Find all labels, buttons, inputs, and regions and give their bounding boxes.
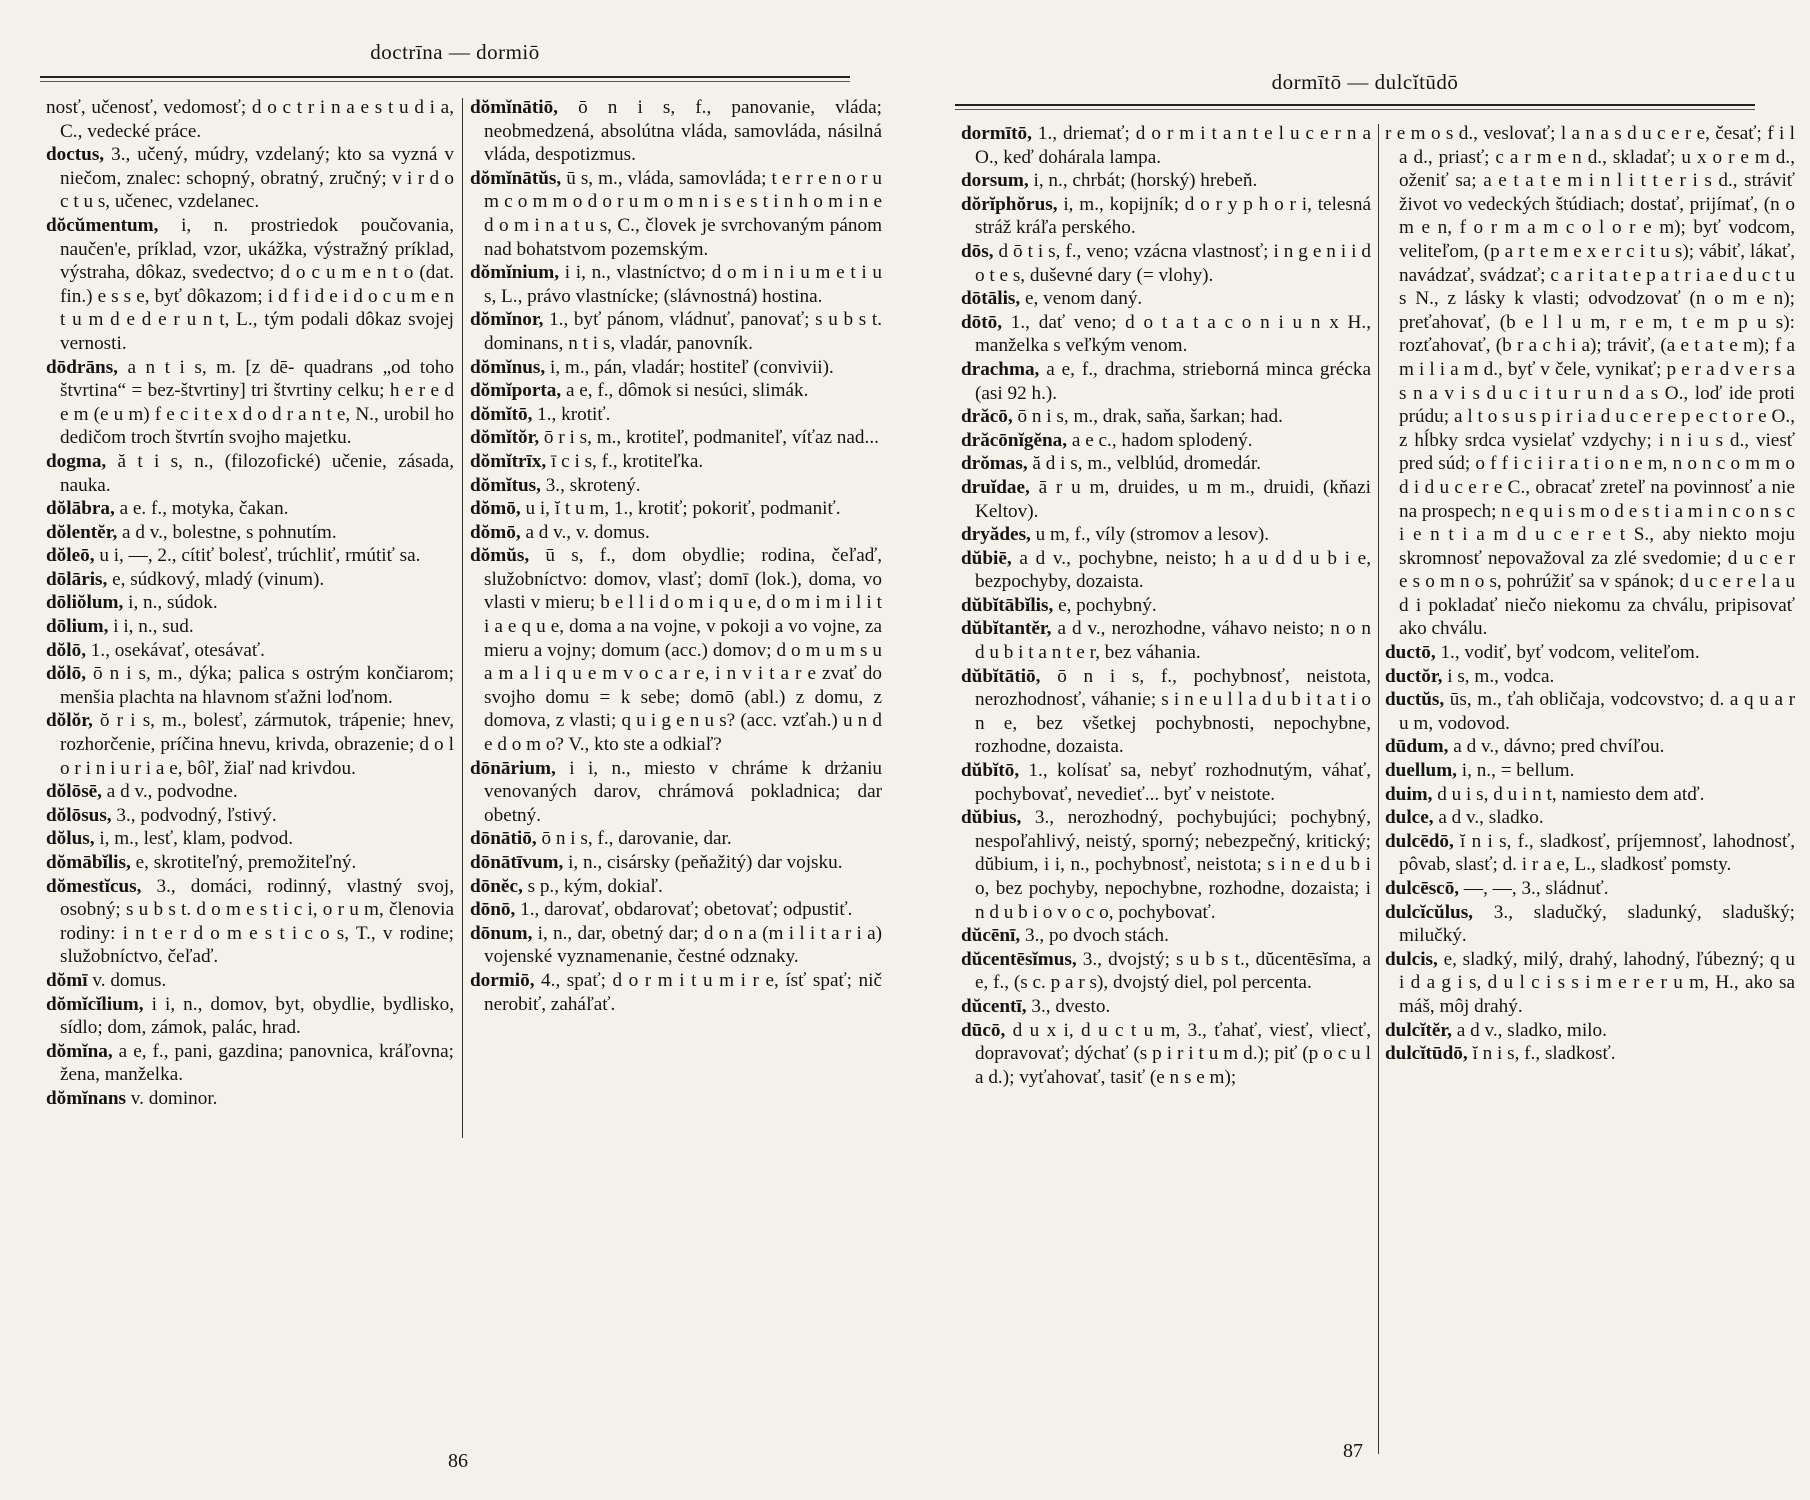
entry-headword: dorsum, (961, 170, 1029, 192)
page-number: 86 (448, 1450, 468, 1472)
dictionary-entry (1385, 901, 1795, 948)
header-rule (40, 76, 850, 82)
entry-headword: dōliŏlum, (46, 592, 124, 614)
entry-definition: r e m o s d., veslovať; l a n a s d u c e r e, česať; f i l a d., priasť; c a r m e n d., skladať; u x o r e m d., oženiť sa; a e t a t e m i n l i t t e r i s d., stráviť život vo vedeckých štúdiach; dostať, prijímať, (n o m e n, f o r m a m c o l o r e m); byť vodcom, veliteľom, (p a r t e m e x e r c i t u s); vábiť, lákať, navádzať, svádzať; c a r i t a t e p a t r i a e d u c t u s N., z lásky k vlasti; odvodzovať (n o m e n); preťahovať, (b e l l u m, r e m, t e m p u s): rozťahovať, (b r a c h i a); tráviť, (a e t a t e m); f a m i l i a m d., byť v čele, vynikať; p e r a d v e r s a s n a v i s d u c i t u r u n d a s O., loď ide proti prúdu; a l t o s u s p i r i a d u c e r e p e c t o r e O., z hĺbky srdca vysielať vzdychy; i n i u s d., viesť pred súd; o f f i c i i r a t i o n e m, n o n c o m m o d i d u c e r e C., obracať zreteľ na povinnosť a nie na prospech; n e q u i s m o d e s t i a m i n c o n s c i e n t i a m d u c e r e t S., aby niekto moju skromnosť nepovažoval za zlé svedomie; d u c e r e s o m n o s, pohrúžiť sa v spánok; d u c e r e l a u d i pokladať niečo niekomu za chválu, pripisovať ako chválu. (1385, 123, 1795, 640)
entry-definition: 3., dvesto. (1026, 995, 1111, 1017)
entry-definition: ō n i s, f., pochybnosť, neistota, nerozhodnosť, váhanie; s i n e u l l a d u b i t a t i o n e, bez všetkej pochybnosti, nepochybne, rozhodne, dozaista. (975, 665, 1371, 758)
entry-definition: u m, f., víly (stromov a lesov). (1030, 524, 1270, 546)
dictionary-entry (470, 922, 882, 969)
header-rule (955, 104, 1755, 110)
dictionary-entry (46, 96, 454, 143)
dictionary-entry (961, 617, 1371, 664)
dictionary-entry (961, 523, 1371, 547)
dictionary-entry (46, 780, 454, 804)
page-number: 87 (1343, 1440, 1363, 1462)
dictionary-entry (961, 995, 1371, 1019)
entry-definition: s p., kým, dokiaľ. (522, 875, 663, 897)
dictionary-entry (1385, 759, 1795, 783)
entry-headword: dŏlābra, (46, 498, 115, 520)
dictionary-entry (470, 167, 882, 261)
entry-headword: doctus, (46, 144, 105, 166)
entry-headword: dŏlentĕr, (46, 521, 118, 543)
entry-headword: dōnārium, (470, 757, 556, 779)
running-head: dormītō — dulcĭtūdō (1271, 70, 1459, 94)
dictionary-entry (470, 521, 882, 545)
dictionary-entry (1385, 806, 1795, 830)
dictionary-entry (961, 1019, 1371, 1090)
dictionary-entry (961, 594, 1371, 618)
entry-headword: dōnō, (470, 899, 516, 921)
entry-headword: dŏlōsē, (46, 781, 102, 803)
running-head: doctrīna — dormiō (370, 40, 540, 64)
entry-headword: dōnum, (470, 922, 533, 944)
entry-headword: dŏmī (46, 969, 88, 991)
entry-headword: dŏmĭnātŭs, (470, 167, 562, 189)
entry-definition: a e, f., drachma, strieborná minca grécka (asi 92 h.). (975, 358, 1371, 404)
entry-definition: e, pochybný. (1053, 594, 1157, 616)
entry-definition: ă d i s, m., velblúd, dromedár. (1027, 453, 1262, 475)
entry-definition: 1., kolísať sa, nebyť rozhodnutým, váhať, pochybovať, nevedieť... byť v neistote. (975, 760, 1371, 805)
entry-headword: dŏlō, (46, 639, 86, 661)
entry-definition: i i, n., domov, byt, obydlie, bydlisko, sídlo; dom, zámok, palác, hrad. (60, 993, 454, 1039)
entry-definition: a n t i s, m. [z dē- quadrans „od toho štvrtina“ = bez-štvrtiny] tri štvrtiny celku; h e r e d e m (e u m) f e c i t e x d o d r a n t e, N., urobil ho dedičom troch štvrtín svojho majetku. (60, 356, 454, 449)
dictionary-entry (46, 450, 454, 497)
entry-definition: 1., vodiť, byť vodcom, veliteľom. (1435, 642, 1700, 664)
dictionary-entry (470, 308, 882, 355)
entry-definition: 3., domáci, rodinný, vlastný svoj, osobný; s u b s t. d o m e s t i c i, o r u m, členovia rodiny: i n t e r d o m e s t i c o s, T., v rodine; služobníctvo, čeľaď. (60, 875, 454, 968)
entry-definition: i, m., pán, vladár; hostiteľ (convivii). (545, 356, 834, 378)
dictionary-entry (470, 403, 882, 427)
entry-definition: ĭ n i s, f., sladkosť. (1467, 1043, 1616, 1065)
entry-definition: i i, n., sud. (108, 616, 194, 638)
entry-headword: dŭbius, (961, 807, 1022, 829)
entry-headword: dōlāris, (46, 568, 108, 590)
dictionary-entry (1385, 830, 1795, 877)
entry-definition: d u i s, d u i n t, namiesto dem atď. (1432, 783, 1705, 805)
entry-definition: i, n., chrbát; (horský) hrebeň. (1028, 170, 1258, 192)
entry-definition: u i, ĭ t u m, 1., krotiť; pokoriť, podmaniť. (520, 498, 841, 520)
column-divider (1378, 124, 1379, 1454)
dictionary-entry (961, 429, 1371, 453)
entry-definition: 1., byť pánom, vládnuť, panovať; s u b s t. dominans, n t i s, vladár, panovník. (484, 309, 882, 354)
entry-definition: nosť, učenosť, vedomosť; d o c t r i n a e s t u d i a, C., vedecké práce. (46, 97, 454, 142)
entry-definition: a d v., pochybne, neisto; h a u d d u b i e, bezpochyby, dozaista. (975, 547, 1371, 593)
entry-headword: dŭbĭtātiō, (961, 665, 1041, 687)
dictionary-entry (961, 240, 1371, 287)
right-column-2 (1385, 122, 1795, 1066)
dictionary-entry (46, 1087, 454, 1111)
dictionary-entry (1385, 1019, 1795, 1043)
entry-definition: i, n., dar, obetný dar; d o n a (m i l i t a r i a) vojenské vyznamenanie, čestné odznaky. (484, 922, 882, 968)
entry-headword: dormiō, (470, 969, 535, 991)
dictionary-entry (1385, 688, 1795, 735)
dictionary-entry (46, 969, 454, 993)
entry-definition: a e, f., dômok si nesúci, slimák. (561, 380, 809, 402)
entry-headword: duellum, (1385, 760, 1457, 782)
dictionary-entry (1385, 783, 1795, 807)
dictionary-entry (46, 521, 454, 545)
entry-headword: dŏmō, (470, 498, 521, 520)
entry-headword: dŏmĭnātiō, (470, 97, 558, 118)
entry-headword: dŏmĭcĭlium, (46, 993, 144, 1015)
entry-headword: dōtō, (961, 311, 1003, 333)
dictionary-entry (46, 497, 454, 521)
dictionary-entry (46, 875, 454, 969)
dictionary-entry (470, 851, 882, 875)
entry-headword: dŏmĭporta, (470, 380, 562, 402)
entry-definition: i, m., lesť, klam, podvod. (94, 828, 293, 850)
entry-definition: a d v., bolestne, s pohnutím. (117, 521, 337, 543)
entry-definition: ō n i s, f., darovanie, dar. (536, 828, 732, 850)
dictionary-entry (961, 759, 1371, 806)
dictionary-entry (961, 476, 1371, 523)
entry-definition: i, m., kopijník; d o r y p h o r i, telesná stráž kráľa perského. (975, 193, 1371, 239)
entry-headword: dŏmĭtŏr, (470, 427, 540, 449)
entry-headword: dŏmĭtus, (470, 474, 541, 496)
dictionary-entry (1385, 735, 1795, 759)
entry-headword: dŭbĭtō, (961, 760, 1020, 782)
dictionary-entry (46, 615, 454, 639)
entry-definition: ō n i s, f., panovanie, vláda; neobmedzená, absolútna vláda, samovláda, násilná vláda, despotizmus. (484, 97, 882, 166)
entry-headword: dulcĭtĕr, (1385, 1019, 1452, 1041)
dictionary-entry (46, 591, 454, 615)
dictionary-entry (470, 450, 882, 474)
entry-definition: a e c., hadom splodený. (1067, 429, 1253, 451)
entry-headword: drŏmas, (961, 453, 1028, 475)
entry-definition: a d v., sladko, milo. (1451, 1019, 1607, 1041)
left-column-2 (470, 96, 882, 1016)
dictionary-entry (1385, 1042, 1795, 1066)
entry-headword: dŏcŭmentum, (46, 214, 159, 236)
entry-definition: e, sladký, milý, drahý, lahodný, ľúbezný; q u i d a g i s, d u l c i s s i m e r e r u m, H., ako sa máš, môj drahý. (1399, 948, 1795, 1017)
dictionary-entry (470, 96, 882, 167)
entry-definition: i i, n., miesto v chráme k drżaniu venovaných darov, chrámová pokladnica; dar obetný. (484, 757, 882, 826)
dictionary-entry (1385, 641, 1795, 665)
dictionary-entry (46, 993, 454, 1040)
entry-headword: dŏmĭtō, (470, 403, 533, 425)
entry-headword: dŏlŏr, (46, 710, 93, 732)
entry-definition: —, —, 3., sládnuť. (1459, 878, 1609, 899)
entry-definition: 3., skrotený. (540, 474, 641, 496)
dictionary-entry (470, 426, 882, 450)
entry-headword: druĭdae, (961, 476, 1030, 498)
entry-headword: dŏmō, (470, 521, 521, 543)
entry-definition: ūs, m., ťah obličaja, vodcovstvo; d. a q u a r u m, vodovod. (1399, 689, 1795, 734)
dictionary-entry (470, 356, 882, 380)
entry-headword: dŏmŭs, (470, 545, 530, 567)
entry-definition: 1., dať veno; d o t a t a c o n i u n x H., manželka s veľkým venom. (975, 311, 1371, 357)
entry-definition: ī c i s, f., krotiteľka. (546, 450, 704, 472)
entry-definition: ā r u m, druides, u m m., druidi, (kňazi Keltov). (975, 476, 1371, 522)
dictionary-entry (961, 547, 1371, 594)
entry-definition: 1., osekávať, otesávať. (86, 639, 265, 661)
entry-definition: d u x i, d u c t u m, 3., ťahať, viesť, vliecť, dopravovať; dýchať (s p i r i t u m d.); piť (p o c u l a d.); vyťahovať, tasiť (e n s e m); (975, 1019, 1371, 1088)
entry-headword: ductŭs, (1385, 689, 1445, 711)
entry-headword: dŏleō, (46, 545, 95, 567)
dictionary-entry (1385, 122, 1795, 641)
dictionary-entry (470, 379, 882, 403)
entry-headword: ductō, (1385, 642, 1436, 664)
entry-definition: ū s, m., vláda, samovláda; t e r r e n o r u m c o m m o d o r u m o m n i s e s t i n h o m i n e d o m i n a t u s, C., človek je svrchovaným pánom nad bohatstvom pozemským. (484, 167, 882, 260)
entry-headword: dryădes, (961, 524, 1031, 546)
dictionary-entry (961, 806, 1371, 924)
dictionary-entry (46, 356, 454, 450)
entry-definition: ĭ n i s, f., sladkosť, príjemnosť, lahodnosť, pôvab, slasť; d. i r a e, L., sladkosť pomsty. (1399, 830, 1795, 876)
entry-definition: 1., krotiť. (532, 403, 611, 425)
entry-headword: dŭcēnī, (961, 925, 1021, 947)
right-page (905, 0, 1810, 1500)
entry-definition: e, skrotiteľný, premožiteľný. (130, 852, 357, 873)
entry-headword: dōnātīvum, (470, 852, 564, 873)
dictionary-entry (470, 261, 882, 308)
entry-definition: a d v., sladko. (1433, 807, 1544, 829)
entry-headword: dulce, (1385, 807, 1434, 829)
dictionary-entry (46, 662, 454, 709)
dictionary-entry (46, 214, 454, 356)
entry-definition: a e, f., pani, gazdina; panovnica, kráľovna; žena, manželka. (60, 1040, 454, 1086)
dictionary-entry (961, 122, 1371, 169)
entry-headword: dŭbiē, (961, 547, 1012, 569)
dictionary-entry (961, 311, 1371, 358)
entry-headword: dŏmĭtrīx, (470, 450, 547, 472)
entry-definition: a d v., nerozhodne, váhavo neisto; n o n d u b i t a n t e r, bez váhania. (975, 618, 1371, 664)
entry-headword: duim, (1385, 783, 1433, 805)
dictionary-entry (961, 948, 1371, 995)
entry-definition: ŏ r i s, m., bolesť, zármutok, trápenie; hnev, rozhorčenie, príčina hnevu, krivda, obrazenie; d o l o r i n i u r i a e, bôľ, žiaľ nad krivdou. (60, 710, 454, 779)
dictionary-entry (46, 709, 454, 780)
entry-headword: dŏmābĭlis, (46, 852, 131, 873)
entry-headword: dulcēscō, (1385, 878, 1460, 899)
entry-headword: dŭcentī, (961, 995, 1027, 1017)
dictionary-entry (470, 544, 882, 756)
entry-headword: dogma, (46, 450, 107, 472)
entry-headword: drăcō, (961, 406, 1013, 428)
entry-definition: a d v., v. domus. (520, 521, 650, 543)
entry-headword: dōnĕc, (470, 875, 523, 897)
entry-headword: dŏmĭnus, (470, 356, 546, 378)
entry-headword: dulcēdō, (1385, 830, 1454, 852)
dictionary-entry (961, 287, 1371, 311)
dictionary-entry (46, 639, 454, 663)
entry-definition: e, venom daný. (1020, 288, 1143, 310)
entry-headword: dulcĭtūdō, (1385, 1043, 1468, 1065)
entry-definition: e, súdkový, mladý (vinum). (107, 568, 325, 590)
entry-definition: i i, n., vlastníctvo; d o m i n i u m e t i u s, L., právo vlastnícke; (slávnostná) hostina. (484, 262, 882, 307)
dictionary-entry (961, 405, 1371, 429)
entry-definition: a e. f., motyka, čakan. (114, 498, 289, 520)
entry-definition: ō n i s, m., drak, saňa, šarkan; had. (1012, 406, 1283, 428)
entry-headword: dōtālis, (961, 288, 1021, 310)
entry-headword: dūdum, (1385, 736, 1449, 758)
dictionary-entry (470, 969, 882, 1016)
entry-headword: dŏmĭna, (46, 1040, 113, 1062)
entry-definition: i, n., cisársky (peňažitý) dar vojsku. (563, 852, 843, 873)
dictionary-entry (46, 544, 454, 568)
entry-definition: u i, —, 2., cítiť bolesť, trúchliť, rmútiť sa. (94, 545, 421, 567)
dictionary-entry (961, 665, 1371, 759)
entry-headword: dŏmĭnans (46, 1087, 126, 1109)
entry-definition: ō r i s, m., krotiteľ, podmaniteľ, víťaz nad... (539, 427, 879, 449)
dictionary-entry (470, 875, 882, 899)
entry-definition: 3., dvojstý; s u b s t., dŭcentēsĭma, a e, f., (s c. p a r s), dvojstý diel, pol percenta. (975, 948, 1371, 994)
column-divider (462, 98, 463, 1138)
entry-definition: i, n., = bellum. (1456, 760, 1575, 782)
entry-headword: dūcō, (961, 1019, 1006, 1041)
entry-definition: 1., darovať, obdarovať; obetovať; odpustiť. (515, 899, 853, 921)
entry-definition: ō n i s, m., dýka; palica s ostrým končiarom; menšia plachta na hlavnom sťažni loďnom. (60, 663, 454, 708)
entry-definition: ă t i s, n., (filozofické) učenie, zásada, nauka. (60, 450, 454, 496)
entry-headword: dŏlōsus, (46, 804, 112, 826)
entry-headword: dōdrāns, (46, 356, 118, 378)
dictionary-entry (470, 898, 882, 922)
entry-headword: dŏlō, (46, 663, 86, 685)
entry-headword: dulcis, (1385, 948, 1438, 970)
dictionary-entry (1385, 665, 1795, 689)
dictionary-entry (961, 358, 1371, 405)
entry-headword: dŏmĭnium, (470, 262, 560, 284)
entry-definition: v. dominor. (125, 1087, 218, 1109)
entry-definition: 1., driemať; d o r m i t a n t e l u c e r n a O., keď dohárala lampa. (975, 123, 1371, 168)
entry-headword: dōlium, (46, 616, 109, 638)
entry-definition: 3., nerozhodný, pochybujúci; pochybný, nespoľahlivý, neistý, sporný; nebezpečný, kritický; dŭbium, i i, n., pochybnosť, neistota; s i n e d u b i o, bez pochyby, nepochybne, rozhodne, dozaista; i n d u b i o v o c o, pochybovať. (975, 807, 1371, 923)
entry-definition: v. domus. (87, 969, 167, 991)
dictionary-entry (1385, 948, 1795, 1019)
entry-headword: dŏrĭphŏrus, (961, 193, 1058, 215)
entry-headword: dormītō, (961, 123, 1032, 144)
entry-definition: i s, m., vodca. (1442, 665, 1555, 687)
entry-definition: 4., spať; d o r m i t u m i r e, ísť spať; nič nerobiť, zaháľať. (484, 969, 882, 1015)
dictionary-entry (46, 1040, 454, 1087)
entry-headword: dŭbĭtābĭlis, (961, 594, 1054, 616)
entry-headword: drachma, (961, 358, 1040, 380)
dictionary-entry (46, 827, 454, 851)
entry-headword: dōnātiō, (470, 828, 537, 850)
entry-definition: ū s, f., dom obydlie; rodina, čeľaď, služobníctvo: domov, vlasť; domī (lok.), doma, vo vlasti v mieru; b e l l i d o m i q u e, d o m i m i l i t i a e q u e, doma a na vojne, v pokoji a vo vojne, za mieru a vojny; domum (acc.) domov; d o m u m s u a m a l i q u e m v o c a r e, i n v i t a r e zvať do svojho domu = k sebe; domō (abl.) z domu, z domova, z vlasti; q u i g e n u s? (acc. vzťah.) u n d e d o m o? V., kto ste a odkiaľ? (484, 545, 882, 756)
entry-definition: 3., učený, múdry, vzdelaný; kto sa vyzná v niečom, znalec: schopný, obratný, zručný; v i r d o c t u s, učenec, vzdelanec. (60, 144, 454, 213)
dictionary-entry (470, 474, 882, 498)
entry-definition: 3., sladučký, sladunký, sladušký; milučký. (1399, 901, 1795, 947)
entry-headword: ductŏr, (1385, 665, 1443, 687)
dictionary-entry (470, 497, 882, 521)
dictionary-entry (961, 924, 1371, 948)
dictionary-entry (961, 169, 1371, 193)
entry-definition: d ō t i s, f., veno; vzácna vlastnosť; i n g e n i i d o t e s, duševné dary (= vlohy). (975, 240, 1371, 286)
entry-definition: a d v., dávno; pred chvíľou. (1448, 736, 1665, 758)
entry-headword: dŭbĭtantĕr, (961, 618, 1052, 640)
entry-definition: 3., podvodný, ľstivý. (111, 804, 277, 826)
entry-headword: dŭcentēsĭmus, (961, 948, 1077, 970)
entry-headword: dŏmĭnor, (470, 309, 544, 331)
dictionary-entry (46, 143, 454, 214)
entry-definition: i, n. prostriedok poučovania, naučen'e, príklad, vzor, ukážka, výstražný príklad, výstraha, dôkaz, svedectvo; d o c u m e n t o (dat. fin.) e s s e, byť dôkazom; i d f i d e i d o c u m e n t u m d e d e r u n t, L., tým podali dôkaz svojej vernosti. (60, 214, 454, 354)
entry-definition: 3., po dvoch stách. (1020, 925, 1169, 947)
dictionary-entry (961, 452, 1371, 476)
entry-headword: drăcōnĭgĕna, (961, 429, 1068, 451)
right-column-1 (961, 122, 1371, 1089)
entry-headword: dŏmestĭcus, (46, 875, 142, 897)
entry-headword: dŏlus, (46, 828, 95, 850)
dictionary-entry (46, 804, 454, 828)
dictionary-entry (1385, 877, 1795, 901)
dictionary-entry (46, 568, 454, 592)
left-column-1 (46, 96, 454, 1111)
entry-headword: dōs, (961, 240, 994, 262)
dictionary-entry (470, 757, 882, 828)
dictionary-entry (961, 193, 1371, 240)
entry-headword: dulcĭcŭlus, (1385, 901, 1473, 923)
entry-definition: i, n., súdok. (123, 592, 218, 614)
entry-definition: a d v., podvodne. (101, 781, 238, 803)
dictionary-entry (46, 851, 454, 875)
dictionary-entry (470, 827, 882, 851)
